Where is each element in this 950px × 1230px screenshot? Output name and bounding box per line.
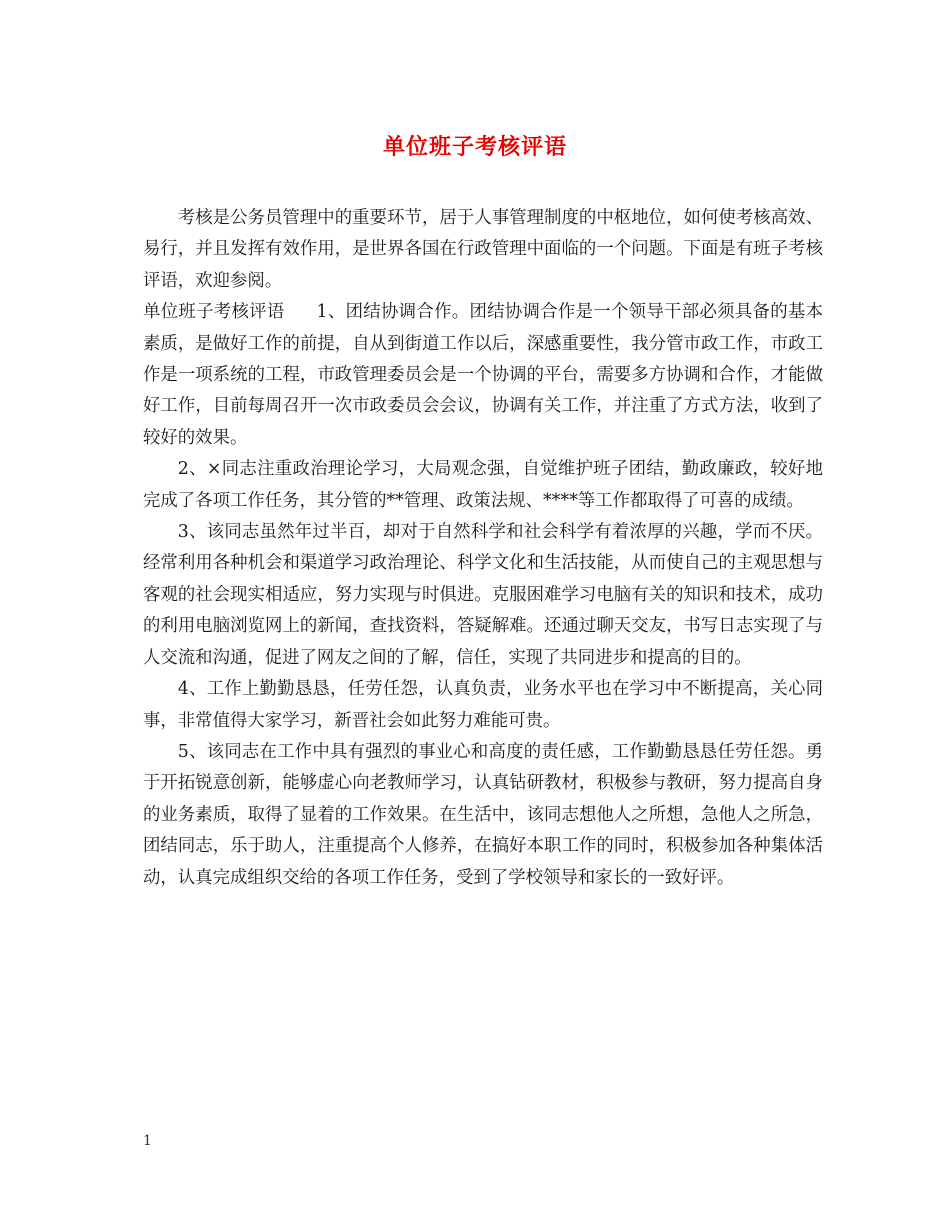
section-label: 单位班子考核评语 xyxy=(143,302,285,323)
item-3-paragraph: 3、该同志虽然年过半百，却对于自然科学和社会科学有着浓厚的兴趣，学而不厌。经常利用各种机会和渠道学习政治理论、科学文化和生活技能，从而使自己的主观思想与客观的社会现实相适应，努力实现与时俱进。克服困难学习电脑有关的知识和技术，成功的利用电脑浏览网上的新闻，查找资料，答疑解难。还通过聊天交友，书写日志实现了与人交流和沟通，促进了网友之间的了解，信任，实现了共同进步和提高的目的。 xyxy=(143,522,823,668)
item-2-paragraph: 2、×同志注重政治理论学习，大局观念强，自觉维护班子团结，勤政廉政，较好地完成了各项工作任务，其分管的**管理、政策法规、****等工作都取得了可喜的成绩。 xyxy=(143,459,823,511)
item-4-paragraph: 4、工作上勤勤恳恳，任劳任怨，认真负责，业务水平也在学习中不断提高，关心同事，非常值得大家学习，新晋社会如此努力难能可贵。 xyxy=(143,679,823,731)
section-paragraph xyxy=(143,297,823,454)
document-body xyxy=(143,203,823,894)
page-number: 1 xyxy=(143,1133,152,1149)
page-title: 单位班子考核评语 xyxy=(382,134,567,160)
intro-paragraph: 考核是公务员管理中的重要环节，居于人事管理制度的中枢地位，如何使考核高效、易行，并且发挥有效作用，是世界各国在行政管理中面临的一个问题。下面是有班子考核评语，欢迎参阅。 xyxy=(143,208,823,291)
item-1-text: 1、团结协调合作。团结协调合作是一个领导干部必须具备的基本素质，是做好工作的前提，自从到街道工作以后，深感重要性，我分管市政工作，市政工作是一项系统的工程，市政管理委员会是一个协调的平台，需要多方协调和合作，才能做好工作，目前每周召开一次市政委员会会议，协调有关工作，并注重了方式方法，收到了较好的效果。 xyxy=(143,302,823,448)
item-5-paragraph: 5、该同志在工作中具有强烈的事业心和高度的责任感，工作勤勤恳恳任劳任怨。勇于开拓锐意创新，能够虚心向老教师学习，认真钻研教材，积极参与教研，努力提高自身的业务素质，取得了显着的工作效果。在生活中，该同志想他人之所想，急他人之所急，团结同志，乐于助人，注重提高个人修养，在搞好本职工作的同时，积极参加各种集体活动，认真完成组织交给的各项工作任务，受到了学校领导和家长的一致好评。 xyxy=(143,741,823,888)
